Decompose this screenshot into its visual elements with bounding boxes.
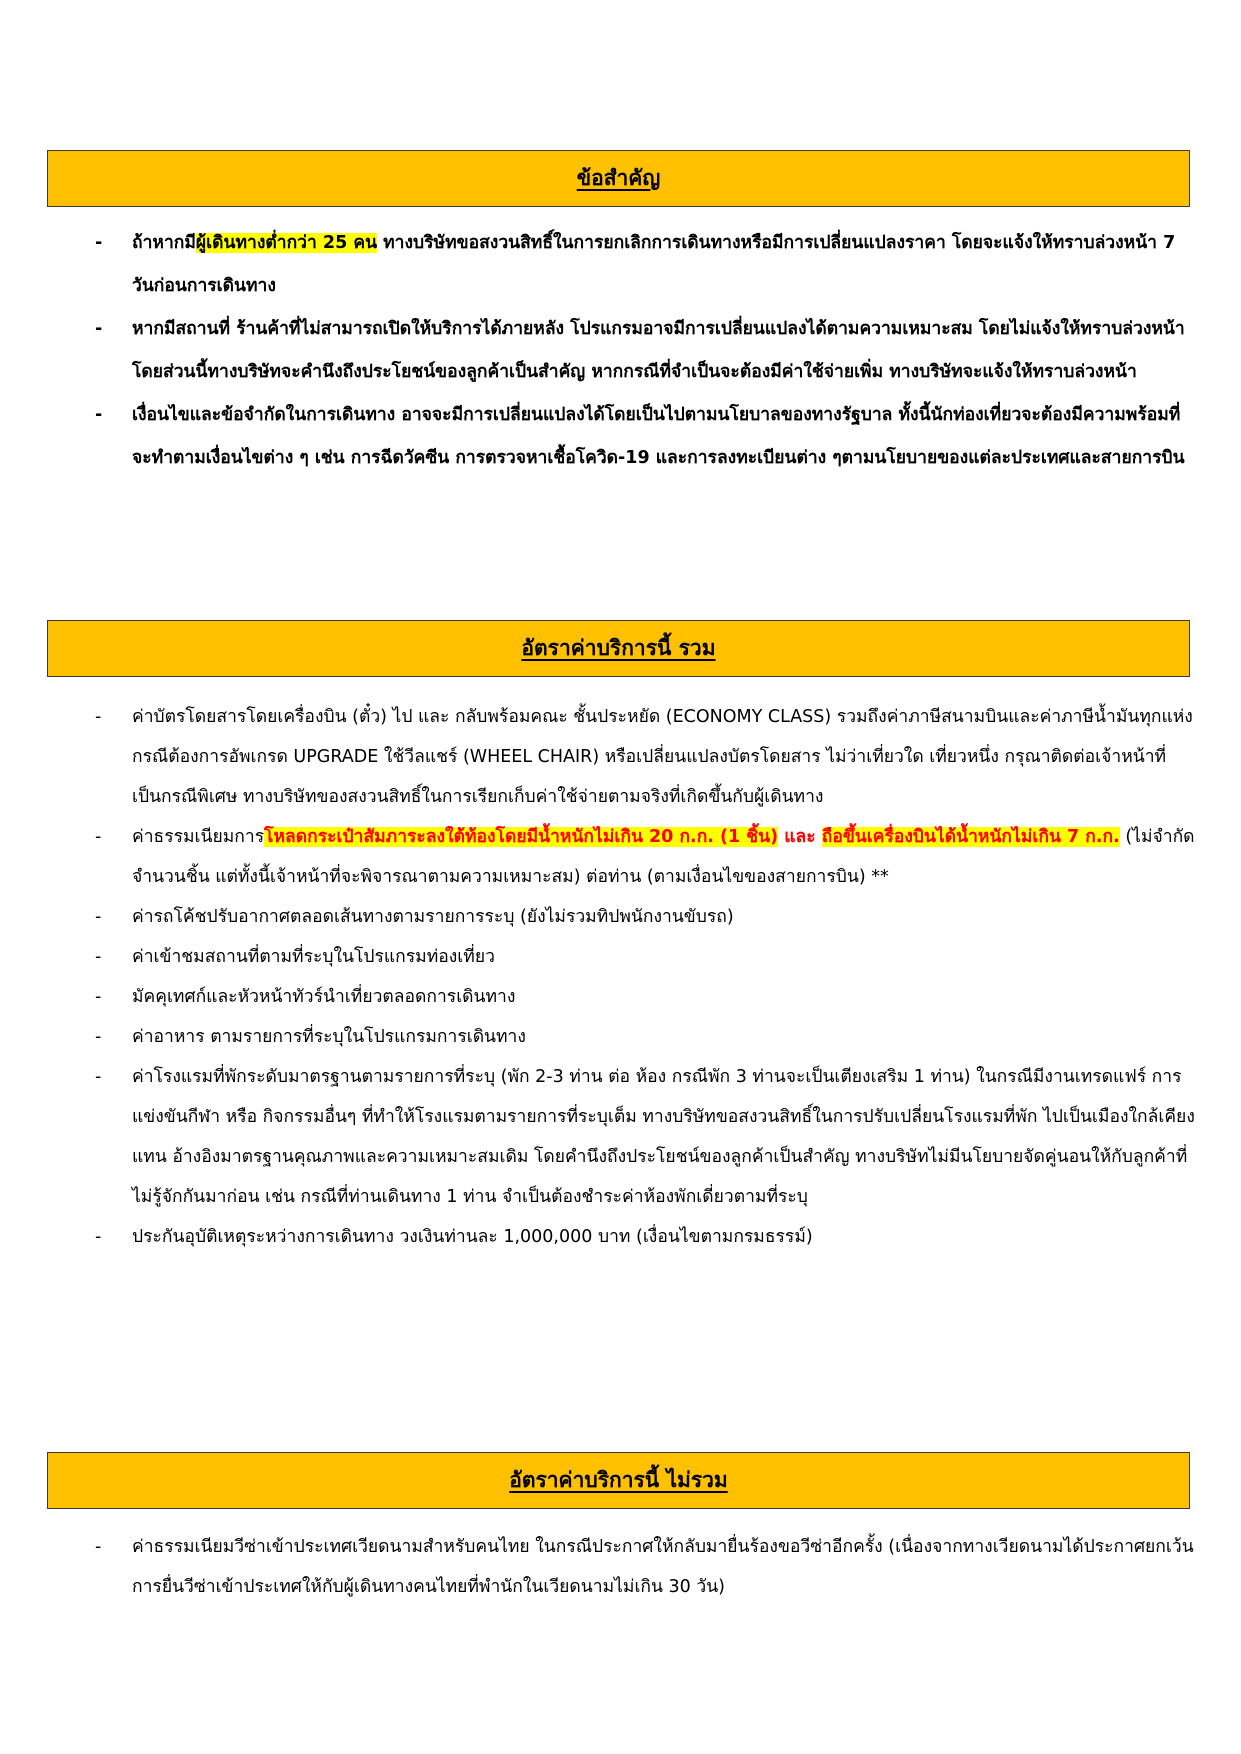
bullet-dash: - xyxy=(95,1537,102,1557)
included-list xyxy=(95,697,1195,1257)
item-text: หากมีสถานที่ ร้านค้าที่ไม่สามารถเปิดให้บริการได้ภายหลัง โปรแกรมอาจมีการเปลี่ยนแปลงได้ตามความเหมาะสม โดยไม่แจ้งให้ทราบล่วงหน้า โดยส่วนนี้ทางบริษัทจะคำนึงถึงประโยชน์ของลูกค้าเป็นสำคัญ หากกรณีที่จำเป็นจะต้องมีค่าใช้จ่ายเพิ่ม ทางบริษัทจะแจ้งให้ทราบล่วงหน้า xyxy=(132,319,1185,382)
list-item xyxy=(95,937,1195,977)
bullet-dash: - xyxy=(95,233,103,253)
highlighted-text: ผู้เดินทางต่ำกว่า 25 คน xyxy=(195,233,378,253)
item-text: ค่าโรงแรมที่พักระดับมาตรฐานตามรายการที่ระบุ (พัก 2-3 ท่าน ต่อ ห้อง กรณีพัก 3 ท่านจะเป็นเตียงเสริม 1 ท่าน) ในกรณีมีงานเทรดแฟร์ การแข่งขันกีฬา หรือ กิจกรรมอื่นๆ ที่ทำให้โรงแรมตามรายการที่ระบุเต็ม ทางบริษัทขอสงวนสิทธิ์ในการปรับเปลี่ยนโรงแรมที่พัก ไปเป็นเมืองใกล้เคียงแทน อ้างอิงมาตรฐานคุณภาพและความเหมาะสมเดิม โดยคำนึงถึงประโยชน์ของลูกค้าเป็นสำคัญ ทางบริษัทไม่มีนโยบายจัดคู่นอนให้กับลูกค้าที่ไม่รู้จักกันมาก่อน เช่น กรณีที่ท่านเดินทาง 1 ท่าน จำเป็นต้องชำระค่าห้องพักเดี่ยวตามที่ระบุ xyxy=(132,1067,1195,1207)
bullet-dash: - xyxy=(95,827,102,847)
bullet-dash: - xyxy=(95,987,102,1007)
item-text: มัคคุเทศก์และหัวหน้าทัวร์นำเที่ยวตลอดการเดินทาง xyxy=(132,987,516,1007)
list-item xyxy=(95,1017,1195,1057)
bullet-dash: - xyxy=(95,405,103,425)
item-text: และ xyxy=(778,827,822,847)
bullet-dash: - xyxy=(95,1227,102,1247)
bullet-dash: - xyxy=(95,1027,102,1047)
item-text: ประกันอุบัติเหตุระหว่างการเดินทาง วงเงินท่านละ 1,000,000 บาท (เงื่อนไขตามกรมธรรม์) xyxy=(132,1227,813,1247)
list-item xyxy=(95,222,1195,308)
bullet-dash: - xyxy=(95,1067,102,1087)
excluded-list xyxy=(95,1527,1195,1607)
list-item xyxy=(95,1057,1195,1217)
list-item xyxy=(95,977,1195,1017)
section-title-excluded: อัตราค่าบริการนี้ ไม่รวม xyxy=(509,1468,728,1492)
bullet-dash: - xyxy=(95,907,102,927)
list-item xyxy=(95,308,1195,394)
highlighted-text: ถือขึ้นเครื่องบินได้น้ำหนักไม่เกิน 7 ก.ก. xyxy=(821,827,1120,847)
important-list xyxy=(95,222,1195,480)
list-item xyxy=(95,817,1195,897)
item-text: ค่าธรรมเนียมวีซ่าเข้าประเทศเวียดนามสำหรับคนไทย ในกรณีประกาศให้กลับมายื่นร้องขอวีซ่าอีกครั้ง (เนื่องจากทางเวียดนามได้ประกาศยกเว้นการยื่นวีซ่าเข้าประเทศให้กับผู้เดินทางคนไทยที่พำนักในเวียดนามไม่เกิน 30 วัน) xyxy=(132,1537,1194,1597)
item-text: ค่าบัตรโดยสารโดยเครื่องบิน (ตั๋ว) ไป และ กลับพร้อมคณะ ชั้นประหยัด (ECONOMY CLASS) รวมถึงค่าภาษีสนามบินและค่าภาษีน้ำมันทุกแห่ง กรณีต้องการอัพเกรด UPGRADE ใช้วีลแชร์ (WHEEL CHAIR) หรือเปลี่ยนแปลงบัตรโดยสาร ไม่ว่าเที่ยวใด เที่ยวหนึ่ง กรุณาติดต่อเจ้าหน้าที่เป็นกรณีพิเศษ ทางบริษัทของสงวนสิทธิ์ในการเรียกเก็บค่าใช้จ่ายตามจริงที่เกิดขึ้นกับผู้เดินทาง xyxy=(132,707,1193,807)
item-text: ถ้าหากมี xyxy=(132,233,196,253)
list-item xyxy=(95,697,1195,817)
bullet-dash: - xyxy=(95,707,102,727)
section-title-important: ข้อสำคัญ xyxy=(576,166,661,190)
section-header-important xyxy=(47,150,1190,207)
bullet-dash: - xyxy=(95,947,102,967)
bullet-dash: - xyxy=(95,319,103,339)
list-item xyxy=(95,1527,1195,1607)
item-text: เงื่อนไขและข้อจำกัดในการเดินทาง อาจจะมีการเปลี่ยนแปลงได้โดยเป็นไปตามนโยบาลของทางรัฐบาล ทั้งนี้นักท่องเที่ยวจะต้องมีความพร้อมที่จะทำตามเงื่อนไขต่าง ๆ เช่น การฉีดวัคซีน การตรวจหาเชื้อโควิด-19 และการลงทะเบียนต่าง ๆตามนโยบายของแต่ละประเทศและสายการบิน xyxy=(132,405,1185,468)
section-header-excluded xyxy=(47,1452,1190,1509)
list-item xyxy=(95,394,1195,480)
item-text: ค่าธรรมเนียมการ xyxy=(132,827,265,847)
item-text: ทางบริษัทขอสงวนสิทธิ์ใน xyxy=(377,233,574,253)
item-text: การยกเลิกการเดินทางหรือมีการเปลี่ยนแปลงราคา โดยจะแจ้งให้ทราบล่วงหน้า 7 วันก่อนการเดินทาง xyxy=(132,233,1176,296)
highlighted-text: โหลดกระเป๋าสัมภาระลงใต้ท้องโดยมีน้ำหนักไม่เกิน 20 ก.ก. (1 ชิ้น) xyxy=(264,827,779,847)
list-item xyxy=(95,897,1195,937)
section-title-included: อัตราค่าบริการนี้ รวม xyxy=(521,636,716,660)
item-text: ค่าอาหาร ตามรายการที่ระบุในโปรแกรมการเดินทาง xyxy=(132,1027,526,1047)
item-text: ค่าเข้าชมสถานที่ตามที่ระบุในโปรแกรมท่องเที่ยว xyxy=(132,947,495,967)
section-header-included xyxy=(47,620,1190,677)
item-text: ค่ารถโค้ชปรับอากาศตลอดเส้นทางตามรายการระบุ (ยังไม่รวมทิปพนักงานขับรถ) xyxy=(132,907,734,927)
list-item xyxy=(95,1217,1195,1257)
item-text: (ไม่จำกัดจำนวนชิ้น แต่ทั้งนี้เจ้าหน้าที่จะพิจารณาตามความเหมาะสม) ต่อท่าน (ตามเงื่อนไขของสายการบิน) ** xyxy=(132,827,1195,887)
